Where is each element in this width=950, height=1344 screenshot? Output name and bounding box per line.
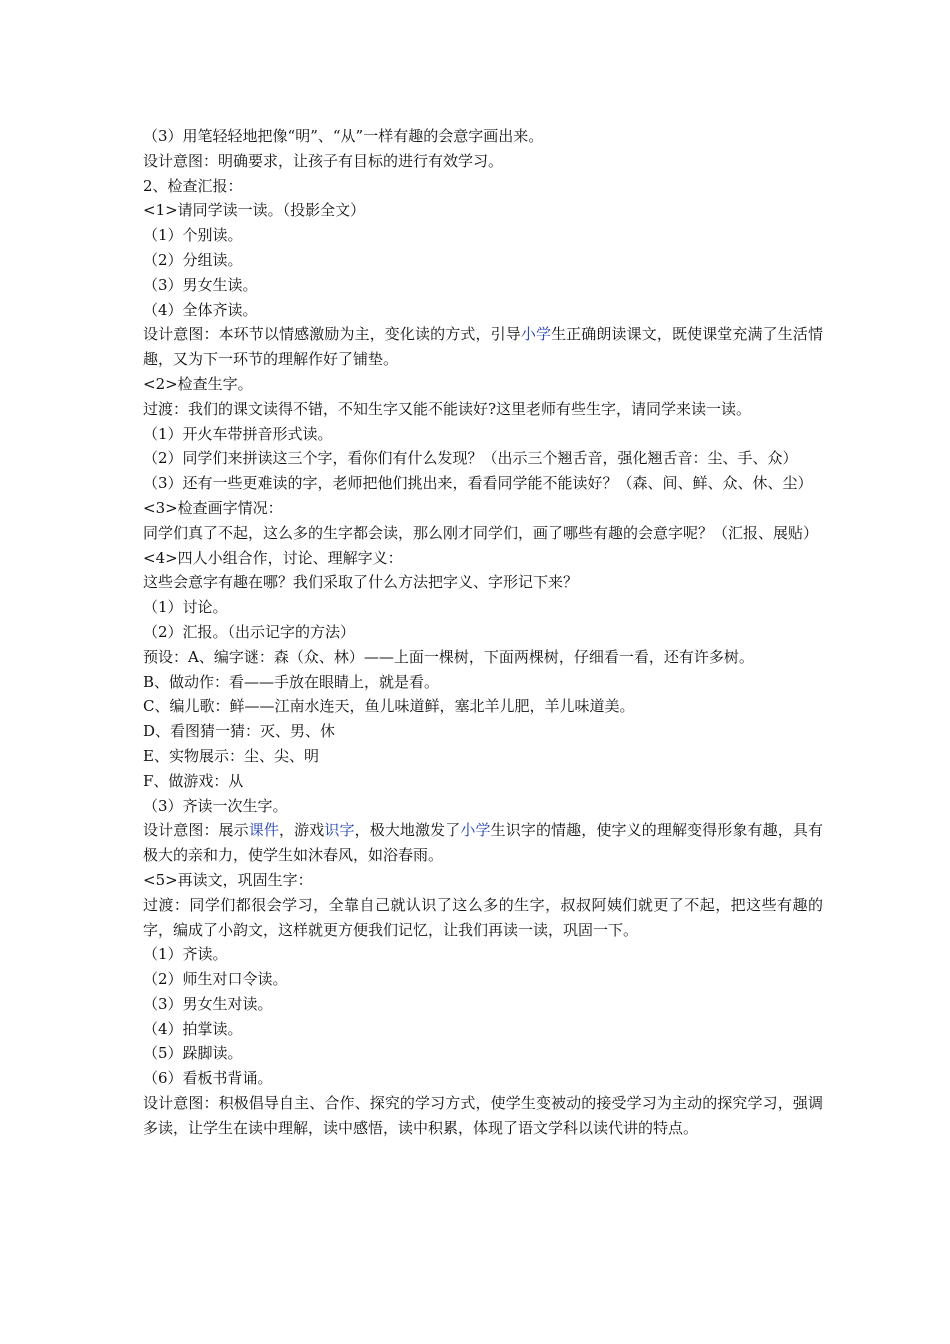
design-intent-line: 设计意图：明确要求，让孩子有目标的进行有效学习。 (143, 151, 504, 170)
list-item-paragraph: （2）同学们来拼读这三个字，看你们有什么发现？（出示三个翘舌音，强化翘舌音：尘、手、众） (143, 449, 798, 468)
text-line: 这些会意字有趣在哪？我们采取了什么方法把字义、字形记下来？ (143, 573, 579, 592)
link-xiaoxue[interactable]: 小学 (520, 325, 552, 344)
method-item: B、做动作：看——手放在眼睛上，就是看。 (143, 672, 440, 691)
list-item: （1）齐读。 (143, 945, 228, 964)
design-intent-paragraph: 设计意图：积极倡导自主、合作、探究的学习方式，使学生变被动的接受学习为主动的探究学习，强调多读，让学生在读中理解，读中感悟，读中积累，体现了语文学科以读代讲的特点。 (143, 1094, 823, 1137)
transition-line: 过渡：我们的课文读得不错，不知生字又能不能读好?这里老师有些生字，请同学来读一读。 (143, 399, 752, 418)
link-xiaoxue[interactable]: 小学 (460, 821, 491, 840)
paragraph-text: 生识字的情趣，使字义的理解变得形象有趣，具有极大的亲和力，使学生如沐春风，如浴春雨。 (143, 821, 823, 865)
list-item: （1）讨论。 (143, 598, 228, 617)
list-item: （6）看板书背诵。 (143, 1069, 273, 1088)
paragraph-text: 生正确朗读课文，既使课堂充满了生活情趣，又为下一环节的理解作好了铺垫。 (143, 325, 823, 369)
paragraph-text: ，极大地激发了 (354, 821, 461, 840)
list-item-paragraph: （3）还有一些更难读的字，老师把他们挑出来，看看同学能不能读好？（森、间、鲜、众、休、尘） (143, 474, 813, 493)
section-heading: 2、检查汇报： (143, 176, 243, 195)
text-paragraph: 同学们真了不起，这么多的生字都会读，那么刚才同学们，画了哪些有趣的会意字呢？（汇报、展贴） (143, 523, 819, 542)
list-item: （3）男女生对读。 (143, 994, 273, 1013)
method-item: C、编儿歌：鲜——江南水连天，鱼儿味道鲜，塞北羊儿肥，羊儿味道美。 (143, 697, 635, 716)
list-item: （5）跺脚读。 (143, 1044, 243, 1063)
method-item: 预设：A、编字谜：森（众、林）——上面一棵树，下面两棵树，仔细看一看，还有许多树。 (143, 647, 754, 666)
list-item: （4）拍掌读。 (143, 1019, 243, 1038)
document-body (143, 124, 823, 1141)
step-heading: <4>四人小组合作，讨论、理解字义： (143, 548, 403, 567)
list-item: （1）个别读。 (143, 226, 243, 245)
step-heading: <2>检查生字。 (143, 374, 253, 393)
method-item: E、实物展示：尘、尖、明 (143, 746, 319, 765)
list-item: （1）开火车带拼音形式读。 (143, 424, 333, 443)
text-line: （3）用笔轻轻地把像“明”、“从”一样有趣的会意字画出来。 (143, 127, 544, 145)
list-item: （4）全体齐读。 (143, 300, 258, 319)
link-kejian[interactable]: 课件 (248, 821, 280, 840)
step-heading: <3>检查画字情况： (143, 498, 283, 517)
design-intent-paragraph (143, 322, 823, 372)
method-item: F、做游戏：从 (143, 771, 244, 790)
paragraph-text: 设计意图：本环节以情感激励为主，变化读的方式，引导 (143, 325, 521, 344)
link-shizi[interactable]: 识字 (324, 821, 355, 840)
paragraph-text: ，游戏 (279, 821, 325, 840)
step-heading: <1>请同学读一读。（投影全文） (143, 201, 366, 220)
transition-paragraph: 过渡：同学们都很会学习，全靠自己就认识了这么多的生字，叔叔阿姨们就更了不起，把这些有趣的字，编成了小韵文，这样就更方便我们记忆，让我们再读一读，巩固一下。 (143, 895, 823, 939)
design-intent-paragraph (143, 818, 823, 868)
list-item: （2）汇报。（出示记字的方法） (143, 622, 356, 641)
paragraph-text: 设计意图：展示 (143, 821, 249, 840)
method-item: D、看图猜一猜：灭、男、休 (143, 722, 336, 741)
step-heading: <5>再读文，巩固生字： (143, 870, 313, 889)
list-item: （3）男女生读。 (143, 275, 258, 294)
list-item: （2）分组读。 (143, 250, 243, 269)
list-item: （2）师生对口令读。 (143, 970, 288, 989)
list-item: （3）齐读一次生字。 (143, 796, 288, 815)
